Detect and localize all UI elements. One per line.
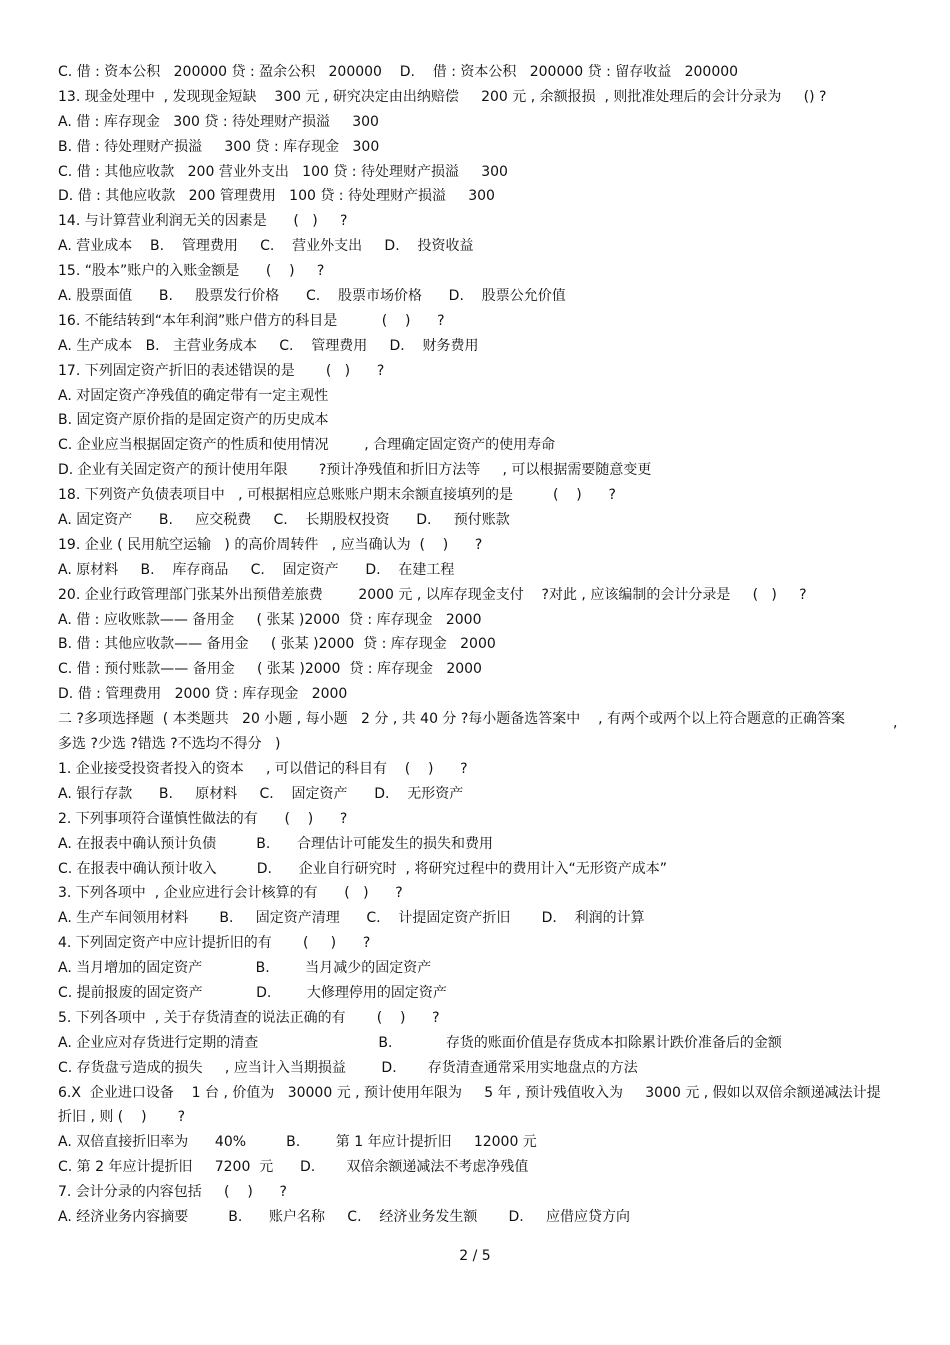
trailing-comma: , <box>893 715 898 731</box>
text-line: 18. 下列资产负债表项目中 , 可根据相应总账账户期末余额直接填列的是 ( ) ? <box>58 487 616 504</box>
text-line: 15. “股本”账户的入账金额是 ( ) ? <box>58 263 325 280</box>
text-line: A. 生产车间领用材料 B. 固定资产清理 C. 计提固定资产折旧 D. 利润的计算 <box>58 910 645 927</box>
text-line: A. 企业应对存货进行定期的清查 B. 存货的账面价值是存货成本扣除累计跌价准备后的金额 <box>58 1034 782 1051</box>
text-line: A. 银行存款 B. 原材料 C. 固定资产 D. 无形资产 <box>58 785 464 802</box>
text-line: 14. 与计算营业利润无关的因素是 ( ) ? <box>58 213 348 230</box>
text-line: 1. 企业接受投资者投入的资本 , 可以借记的科目有 ( ) ? <box>58 760 468 777</box>
text-line: A. 借 : 库存现金 300 贷 : 待处理财产损溢 300 <box>58 113 379 130</box>
text-line: C. 企业应当根据固定资产的性质和使用情况 , 合理确定固定资产的使用寿命 <box>58 437 556 454</box>
text-line: 5. 下列各项中 , 关于存货清查的说法正确的有 ( ) ? <box>58 1009 440 1026</box>
text-line: A. 经济业务内容摘要 B. 账户名称 C. 经济业务发生额 D. 应借应贷方向 <box>58 1208 630 1225</box>
text-line: 17. 下列固定资产折旧的表述错误的是 ( ) ? <box>58 362 385 379</box>
text-line: A. 在报表中确认预计负债 B. 合理估计可能发生的损失和费用 <box>58 835 494 852</box>
text-line: 13. 现金处理中 , 发现现金短缺 300 元 , 研究决定由出纳赔偿 200 元 , 余额报损 , 则批准处理后的会计分录为 () ? <box>58 88 827 105</box>
text-line: A. 对固定资产净残值的确定带有一定主观性 <box>58 387 329 404</box>
text-line: 3. 下列各项中 , 企业应进行会计核算的有 ( ) ? <box>58 885 403 902</box>
text-line: C. 第 2 年应计提折旧 7200 元 D. 双倍余额递减法不考虑净残值 <box>58 1159 529 1176</box>
text-line: D. 企业有关固定资产的预计使用年限 ?预计净残值和折旧方法等 , 可以根据需要随意变更 <box>58 462 652 479</box>
text-line: A. 营业成本 B. 管理费用 C. 营业外支出 D. 投资收益 <box>58 238 474 255</box>
text-line: 7. 会计分录的内容包括 ( ) ? <box>58 1184 287 1201</box>
text-line: D. 借 : 其他应收款 200 管理费用 100 贷 : 待处理财产损溢 300 <box>58 188 495 205</box>
text-line: A. 当月增加的固定资产 B. 当月减少的固定资产 <box>58 960 432 977</box>
text-line: A. 生产成本 B. 主营业务成本 C. 管理费用 D. 财务费用 <box>58 337 479 354</box>
text-line: A. 原材料 B. 库存商品 C. 固定资产 D. 在建工程 <box>58 561 455 578</box>
text-line: B. 固定资产原价指的是固定资产的历史成本 <box>58 412 329 429</box>
text-line: 4. 下列固定资产中应计提折旧的有 ( ) ? <box>58 935 371 952</box>
text-line: B. 借 : 其他应收款—— 备用金 ( 张某 )2000 贷 : 库存现金 2000 <box>58 636 496 653</box>
text-line: 6.X 企业进口设备 1 台 , 价值为 30000 元 , 预计使用年限为 5 年 , 预计残值收入为 3000 元 , 假如以双倍余额递减法计提 <box>58 1084 881 1101</box>
text-line: 20. 企业行政管理部门张某外出预借差旅费 2000 元 , 以库存现金支付 ?对此 , 应该编制的会计分录是 ( ) ? <box>58 586 807 603</box>
text-line: C. 在报表中确认预计收入 D. 企业自行研究时 , 将研究过程中的费用计入“无形资产成本” <box>58 860 667 877</box>
text-line: B. 借 : 待处理财产损溢 300 贷 : 库存现金 300 <box>58 138 380 155</box>
text-line: 二 ?多项选择题 ( 本类题共 20 小题 , 每小题 2 分 , 共 40 分 ?每小题备选答案中 , 有两个或两个以上符合题意的正确答案 <box>58 711 846 728</box>
text-line: A. 借 : 应收账款—— 备用金 ( 张某 )2000 贷 : 库存现金 2000 <box>58 611 482 628</box>
text-line: A. 双倍直接折旧率为 40% B. 第 1 年应计提折旧 12000 元 <box>58 1134 537 1151</box>
page-number: 2 / 5 <box>459 1248 491 1264</box>
text-line: C. 借 : 资本公积 200000 贷 : 盈余公积 200000 D. 借 : 资本公积 200000 贷 : 留存收益 200000 <box>58 64 739 80</box>
text-line: C. 存货盘亏造成的损失 , 应当计入当期损益 D. 存货清查通常采用实地盘点的方法 <box>58 1059 638 1076</box>
text-line: 16. 不能结转到“本年利润”账户借方的科目是 ( ) ? <box>58 312 445 329</box>
text-line: C. 提前报废的固定资产 D. 大修理停用的固定资产 <box>58 984 447 1001</box>
text-line: 2. 下列事项符合谨慎性做法的有 ( ) ? <box>58 810 348 827</box>
text-line: A. 股票面值 B. 股票发行价格 C. 股票市场价格 D. 股票公允价值 <box>58 288 566 305</box>
text-line: 19. 企业 ( 民用航空运输 ) 的高价周转件 , 应当确认为 ( ) ? <box>58 536 483 553</box>
document-body <box>58 60 904 1230</box>
text-line: D. 借 : 管理费用 2000 贷 : 库存现金 2000 <box>58 686 348 703</box>
text-line: A. 固定资产 B. 应交税费 C. 长期股权投资 D. 预付账款 <box>58 512 510 529</box>
text-line: 多选 ?少选 ?错选 ?不选均不得分 ) <box>58 736 281 753</box>
text-line: C. 借 : 预付账款—— 备用金 ( 张某 )2000 贷 : 库存现金 2000 <box>58 661 482 678</box>
text-line: 折旧 , 则 ( ) ? <box>58 1109 186 1126</box>
text-line: C. 借 : 其他应收款 200 营业外支出 100 贷 : 待处理财产损溢 300 <box>58 163 508 180</box>
